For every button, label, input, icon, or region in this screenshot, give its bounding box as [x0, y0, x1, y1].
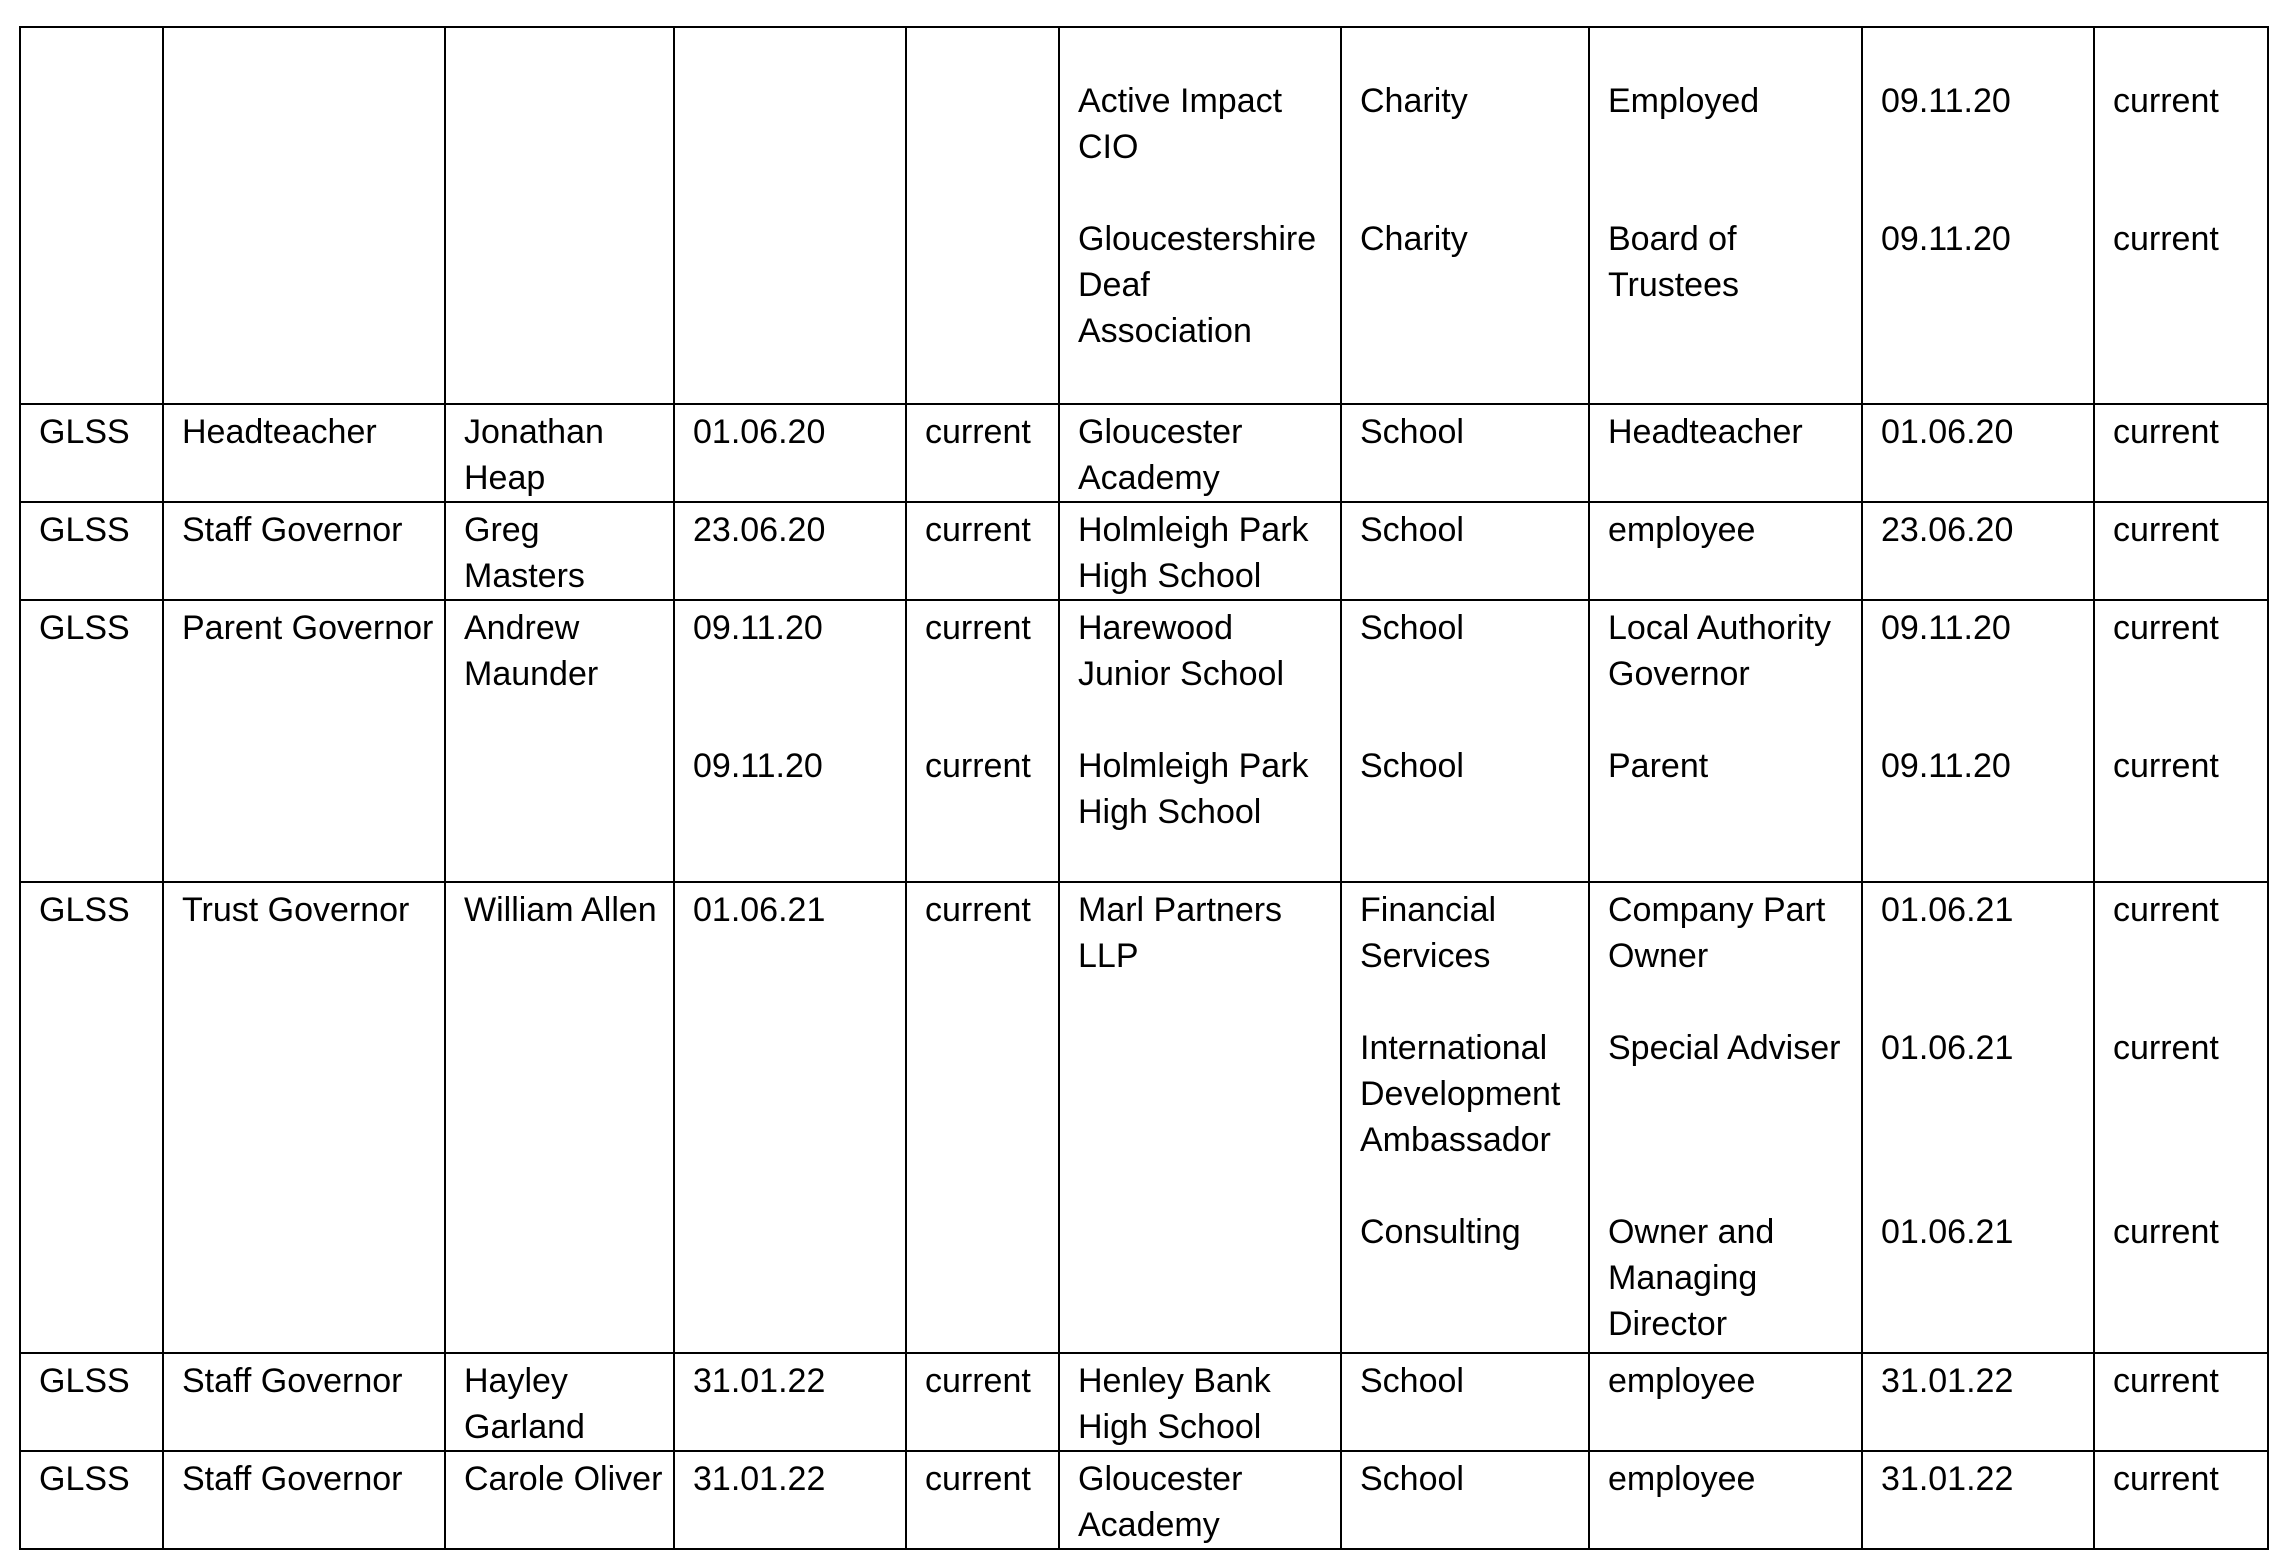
- cell-entry: current: [925, 747, 1031, 785]
- table-row: [20, 600, 2268, 882]
- cell-entry: Greg Masters: [464, 511, 585, 595]
- cell-role: [163, 882, 445, 1353]
- cell-entry: current: [925, 609, 1031, 647]
- cell-entry: [182, 1209, 434, 1347]
- cell-entry: Charity: [1360, 220, 1468, 258]
- cell-term-end: [906, 404, 1059, 502]
- cell-entry: [39, 1209, 152, 1347]
- cell-entry: [464, 1209, 663, 1347]
- cell-entry: employee: [1608, 511, 1756, 549]
- cell-entry: 31.01.22: [1881, 1460, 2014, 1498]
- cell-entry: GLSS: [39, 1362, 130, 1400]
- cell-entry: 23.06.20: [1881, 511, 2014, 549]
- cell-entry: Headteacher: [1608, 413, 1803, 451]
- cell-position: [1589, 600, 1862, 882]
- cell-entry: GLSS: [39, 609, 130, 647]
- cell-entry: School: [1360, 511, 1464, 549]
- cell-appointed: [674, 1451, 906, 1549]
- cell-term-end: [906, 882, 1059, 1353]
- table-row: [20, 882, 2268, 1353]
- cell-name: [445, 502, 674, 600]
- cell-entry: 09.11.20: [1881, 82, 2011, 120]
- cell-entry: Owner and Managing Director: [1608, 1213, 1775, 1343]
- cell-entry: [39, 743, 152, 835]
- cell-status: [2094, 1451, 2268, 1549]
- cell-entry: GLSS: [39, 511, 130, 549]
- cell-entry: GLSS: [39, 413, 130, 451]
- cell-entry: [925, 78, 1048, 170]
- cell-entry: Harewood Junior School: [1078, 609, 1285, 693]
- cell-entry: Consulting: [1360, 1213, 1521, 1251]
- cell-entry: Parent: [1608, 747, 1709, 785]
- cell-entry: [39, 216, 152, 354]
- cell-entry: Staff Governor: [182, 511, 403, 549]
- cell-status: [2094, 404, 2268, 502]
- cell-status: [2094, 882, 2268, 1353]
- cell-entry: Holmleigh Park High School: [1078, 747, 1309, 831]
- cell-entry: current: [925, 1460, 1031, 1498]
- cell-name: [445, 27, 674, 404]
- cell-sector: [1341, 882, 1589, 1353]
- cell-organisation: [1059, 27, 1341, 404]
- cell-entry: 23.06.20: [693, 511, 826, 549]
- cell-entry: current: [925, 1362, 1031, 1400]
- cell-entry: Parent Governor: [182, 609, 434, 647]
- cell-entry: current: [2113, 747, 2219, 785]
- cell-entry: [925, 216, 1048, 354]
- cell-role: [163, 1451, 445, 1549]
- governor-interests-table: [19, 26, 2269, 1550]
- cell-sector: [1341, 1451, 1589, 1549]
- cell-entry: Carole Oliver: [464, 1460, 663, 1498]
- cell-entry: [182, 743, 434, 835]
- cell-entry: current: [2113, 1029, 2219, 1067]
- cell-entry: School: [1360, 609, 1464, 647]
- cell-entry: current: [2113, 82, 2219, 120]
- cell-entry: current: [2113, 1213, 2219, 1251]
- cell-entry: [39, 1025, 152, 1163]
- cell-entry: [182, 216, 434, 354]
- cell-term-end: [906, 27, 1059, 404]
- cell-role: [163, 27, 445, 404]
- cell-entry: current: [2113, 609, 2219, 647]
- cell-position: [1589, 502, 1862, 600]
- cell-entry: Gloucestershire Deaf Association: [1078, 220, 1317, 350]
- cell-entry: [693, 78, 895, 170]
- cell-appointed: [674, 600, 906, 882]
- cell-status: [2094, 27, 2268, 404]
- cell-appointed: [674, 1353, 906, 1451]
- cell-start-date: [1862, 404, 2094, 502]
- cell-entry: 31.01.22: [1881, 1362, 2014, 1400]
- cell-entry: Jonathan Heap: [464, 413, 604, 497]
- cell-entry: Gloucester Academy: [1078, 413, 1243, 497]
- cell-entry: Board of Trustees: [1608, 220, 1740, 304]
- cell-entry: School: [1360, 1362, 1464, 1400]
- cell-start-date: [1862, 1451, 2094, 1549]
- cell-name: [445, 404, 674, 502]
- cell-organisation: [1059, 882, 1341, 1353]
- cell-entry: [925, 1209, 1048, 1347]
- cell-unit: [20, 882, 163, 1353]
- cell-entry: Hayley Garland: [464, 1362, 585, 1446]
- table-row: [20, 404, 2268, 502]
- cell-term-end: [906, 1451, 1059, 1549]
- table-row: [20, 1451, 2268, 1549]
- cell-position: [1589, 27, 1862, 404]
- cell-position: [1589, 1451, 1862, 1549]
- cell-entry: GLSS: [39, 1460, 130, 1498]
- cell-term-end: [906, 1353, 1059, 1451]
- cell-unit: [20, 502, 163, 600]
- cell-appointed: [674, 27, 906, 404]
- cell-entry: Special Adviser: [1608, 1029, 1841, 1067]
- cell-position: [1589, 404, 1862, 502]
- cell-entry: current: [2113, 1362, 2219, 1400]
- cell-sector: [1341, 1353, 1589, 1451]
- cell-role: [163, 404, 445, 502]
- cell-entry: Headteacher: [182, 413, 377, 451]
- cell-entry: School: [1360, 413, 1464, 451]
- cell-entry: current: [2113, 891, 2219, 929]
- cell-entry: [464, 1025, 663, 1163]
- cell-entry: [182, 1025, 434, 1163]
- cell-entry: 09.11.20: [1881, 609, 2011, 647]
- cell-organisation: [1059, 404, 1341, 502]
- cell-entry: [693, 216, 895, 354]
- cell-entry: Active Impact CIO: [1078, 82, 1283, 166]
- cell-position: [1589, 882, 1862, 1353]
- cell-entry: 31.01.22: [693, 1362, 826, 1400]
- cell-organisation: [1059, 502, 1341, 600]
- cell-entry: employee: [1608, 1362, 1756, 1400]
- table-row: [20, 1353, 2268, 1451]
- cell-position: [1589, 1353, 1862, 1451]
- cell-entry: 01.06.21: [1881, 1029, 2014, 1067]
- cell-entry: [1078, 1025, 1330, 1163]
- cell-entry: [182, 78, 434, 170]
- cell-entry: Company Part Owner: [1608, 891, 1826, 975]
- cell-term-end: [906, 600, 1059, 882]
- cell-appointed: [674, 882, 906, 1353]
- cell-entry: Staff Governor: [182, 1362, 403, 1400]
- cell-term-end: [906, 502, 1059, 600]
- cell-entry: [693, 1025, 895, 1163]
- cell-appointed: [674, 502, 906, 600]
- cell-entry: International Development Ambassador: [1360, 1029, 1561, 1159]
- cell-entry: 09.11.20: [693, 747, 823, 785]
- cell-entry: 09.11.20: [1881, 747, 2011, 785]
- cell-entry: current: [925, 413, 1031, 451]
- cell-entry: [925, 1025, 1048, 1163]
- cell-entry: Trust Governor: [182, 891, 410, 929]
- cell-appointed: [674, 404, 906, 502]
- cell-organisation: [1059, 1353, 1341, 1451]
- cell-entry: current: [2113, 413, 2219, 451]
- cell-entry: Staff Governor: [182, 1460, 403, 1498]
- table-row: [20, 502, 2268, 600]
- cell-unit: [20, 27, 163, 404]
- cell-unit: [20, 600, 163, 882]
- cell-entry: GLSS: [39, 891, 130, 929]
- cell-entry: 01.06.20: [693, 413, 826, 451]
- cell-entry: employee: [1608, 1460, 1756, 1498]
- cell-status: [2094, 502, 2268, 600]
- cell-sector: [1341, 502, 1589, 600]
- cell-start-date: [1862, 882, 2094, 1353]
- cell-entry: [464, 216, 663, 354]
- cell-entry: Local Authority Governor: [1608, 609, 1832, 693]
- cell-role: [163, 600, 445, 882]
- cell-entry: current: [925, 891, 1031, 929]
- cell-role: [163, 502, 445, 600]
- cell-entry: Gloucester Academy: [1078, 1460, 1243, 1544]
- cell-entry: [1078, 1209, 1330, 1347]
- cell-entry: 01.06.21: [1881, 891, 2014, 929]
- cell-entry: William Allen: [464, 891, 657, 929]
- cell-unit: [20, 1353, 163, 1451]
- cell-entry: School: [1360, 1460, 1464, 1498]
- cell-entry: current: [2113, 220, 2219, 258]
- table-row: [20, 27, 2268, 404]
- cell-status: [2094, 600, 2268, 882]
- cell-entry: 01.06.21: [1881, 1213, 2014, 1251]
- cell-entry: 09.11.20: [693, 609, 823, 647]
- cell-entry: [464, 78, 663, 170]
- cell-entry: Charity: [1360, 82, 1468, 120]
- cell-entry: Financial Services: [1360, 891, 1497, 975]
- cell-entry: Employed: [1608, 82, 1760, 120]
- cell-start-date: [1862, 27, 2094, 404]
- cell-entry: current: [925, 511, 1031, 549]
- cell-sector: [1341, 404, 1589, 502]
- cell-status: [2094, 1353, 2268, 1451]
- table-body: [20, 27, 2268, 1549]
- cell-entry: 01.06.21: [693, 891, 826, 929]
- cell-entry: current: [2113, 511, 2219, 549]
- cell-organisation: [1059, 600, 1341, 882]
- cell-start-date: [1862, 502, 2094, 600]
- cell-entry: 01.06.20: [1881, 413, 2014, 451]
- cell-entry: [39, 78, 152, 170]
- cell-unit: [20, 1451, 163, 1549]
- cell-organisation: [1059, 1451, 1341, 1549]
- cell-entry: Andrew Maunder: [464, 609, 599, 693]
- cell-name: [445, 1451, 674, 1549]
- cell-entry: 31.01.22: [693, 1460, 826, 1498]
- cell-start-date: [1862, 1353, 2094, 1451]
- cell-name: [445, 600, 674, 882]
- cell-entry: Holmleigh Park High School: [1078, 511, 1309, 595]
- cell-entry: [693, 1209, 895, 1347]
- cell-entry: current: [2113, 1460, 2219, 1498]
- cell-name: [445, 1353, 674, 1451]
- cell-entry: Henley Bank High School: [1078, 1362, 1271, 1446]
- cell-sector: [1341, 27, 1589, 404]
- cell-role: [163, 1353, 445, 1451]
- cell-sector: [1341, 600, 1589, 882]
- cell-entry: School: [1360, 747, 1464, 785]
- cell-start-date: [1862, 600, 2094, 882]
- cell-name: [445, 882, 674, 1353]
- cell-entry: Marl Partners LLP: [1078, 891, 1283, 975]
- cell-entry: 09.11.20: [1881, 220, 2011, 258]
- cell-unit: [20, 404, 163, 502]
- cell-entry: [464, 743, 663, 835]
